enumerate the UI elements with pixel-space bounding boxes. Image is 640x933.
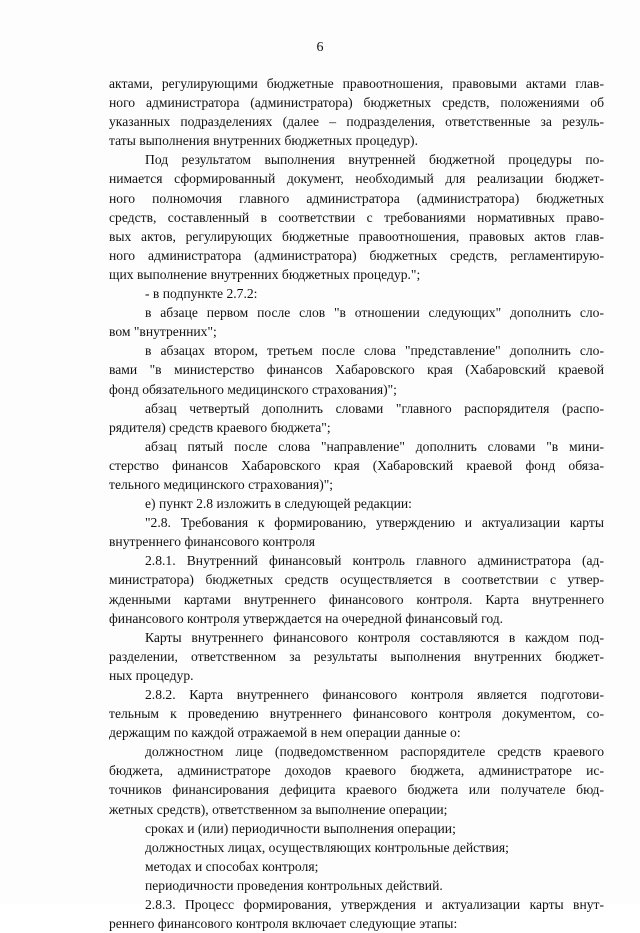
text-line: вых актов, регулирующих бюджетные правоотношения, правовых актов глав- xyxy=(109,228,604,244)
text-line: жетных средств), ответственном за выполнение операции; xyxy=(109,801,448,817)
text-line: 2.8.1. Внутренний финансовый контроль главного администратора (ад- xyxy=(145,553,604,569)
text-line: должностных лицах, осуществляющих контрольные действия; xyxy=(145,839,509,855)
text-line: точников финансирования дефицита краевого бюджета или получателе бюд- xyxy=(109,782,604,798)
text-line: тельным к проведению внутреннего финансового контроля документом, со- xyxy=(109,706,604,722)
text-line: министратора) бюджетных средств осуществляется в соответствии с утвер- xyxy=(109,572,604,588)
text-line: разделении, ответственном за результаты выполнения внутренних бюджет- xyxy=(109,648,604,664)
text-line: держащим по каждой отражаемой в нем операции данные о: xyxy=(109,725,461,741)
text-line: Под результатом выполнения внутренней бюджетной процедуры по- xyxy=(145,152,604,168)
text-line: указанных подразделениях (далее – подразделения, ответственные за резуль- xyxy=(109,114,604,130)
text-line: бюджета, администраторе доходов краевого бюджета, администраторе ис- xyxy=(109,763,604,779)
text-line: е) пункт 2.8 изложить в следующей редакции: xyxy=(145,496,412,512)
text-line: нимается сформированный документ, необходимый для реализации бюджет- xyxy=(109,171,604,187)
text-line: сроках и (или) периодичности выполнения операции; xyxy=(145,820,456,836)
text-line: вом "внутренних"; xyxy=(109,324,217,340)
text-line: методах и способах контроля; xyxy=(145,858,319,874)
text-line: 2.8.3. Процесс формирования, утверждения и актуализации карты внут- xyxy=(145,897,604,913)
text-line: в абзаце первом после слов "в отношении следующих" дополнить сло- xyxy=(145,305,604,321)
text-line: рядителя) средств краевого бюджета"; xyxy=(109,419,331,435)
text-line: ных процедур. xyxy=(109,667,194,683)
text-line: средств, составленный в соответствии с требованиями нормативных право- xyxy=(109,209,604,225)
text-line: периодичности проведения контрольных действий. xyxy=(145,877,443,893)
text-line: финансового контроля утверждается на очередной финансовый год. xyxy=(109,610,504,626)
text-line: 2.8.2. Карта внутреннего финансового контроля является подготови- xyxy=(145,687,604,702)
text-line: стерство финансов Хабаровского края (Хабаровский краевой фонд обяза- xyxy=(109,457,604,473)
text-line: абзац четвертый дополнить словами "главного распорядителя (распо- xyxy=(145,400,604,416)
text-line: вами "в министерство финансов Хабаровского края (Хабаровский краевой xyxy=(109,362,604,378)
text-line: должностном лице (подведомственном распорядителе средств краевого xyxy=(145,744,604,760)
text-line: актами, регулирующими бюджетные правоотношения, правовыми актами глав- xyxy=(109,76,604,91)
text-line: ного администратора (администратора) бюджетных средств, регламентирую- xyxy=(109,247,604,263)
text-line: в абзацах втором, третьем после слова "представление" дополнить сло- xyxy=(145,343,604,359)
text-line: - в подпункте 2.7.2: xyxy=(145,286,258,302)
text-line: фонд обязательного медицинского страхования)"; xyxy=(109,381,397,397)
text-line: жденными картами внутреннего финансового контроля. Карта внутреннего xyxy=(109,591,604,607)
text-line: Карты внутреннего финансового контроля составляются в каждом под- xyxy=(145,629,604,645)
document-body xyxy=(109,74,604,933)
text-line: тельного медицинского страхования)"; xyxy=(109,476,334,492)
text-line: щих выполнение внутренних бюджетных процедур."; xyxy=(109,266,421,282)
text-line: внутреннего финансового контроля xyxy=(109,534,316,550)
text-line: ного полномочия главного администратора (администратора) бюджетных xyxy=(109,190,604,206)
text-line: ного администратора (администратора) бюджетных средств, положениями об xyxy=(109,95,604,111)
page-number: 6 xyxy=(316,40,324,55)
text-line: "2.8. Требования к формированию, утверждению и актуализации карты xyxy=(145,515,604,531)
text-line: таты выполнения внутренних бюджетных процедур). xyxy=(109,133,418,149)
text-line: реннего финансового контроля включает следующие этапы: xyxy=(109,916,458,932)
text-line: абзац пятый после слова "направление" дополнить словами "в мини- xyxy=(145,438,604,454)
